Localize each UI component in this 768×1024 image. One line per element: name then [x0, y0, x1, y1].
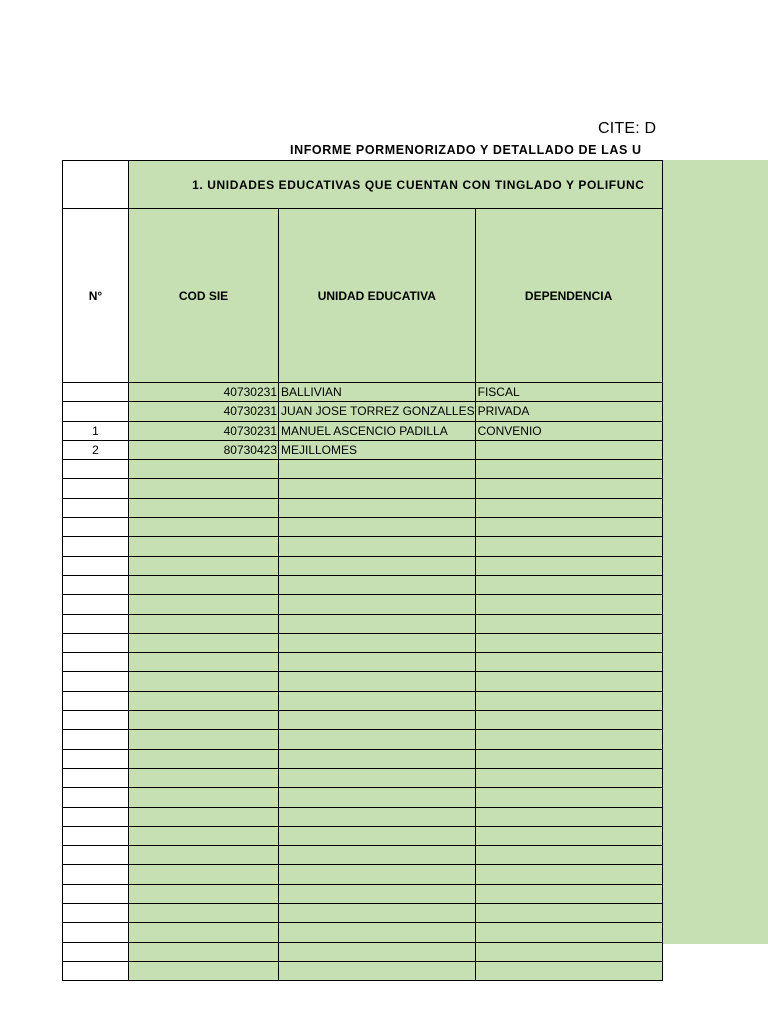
table-row: [63, 672, 663, 691]
cell-dependencia[interactable]: [475, 672, 662, 691]
cell-numero[interactable]: [63, 537, 129, 556]
cell-dependencia[interactable]: [475, 460, 662, 479]
cell-cod-sie[interactable]: [129, 537, 279, 556]
cell-cod-sie[interactable]: [129, 614, 279, 633]
cell-numero[interactable]: [63, 788, 129, 807]
table-row: [63, 961, 663, 980]
cell-unidad-educativa[interactable]: [279, 479, 476, 498]
cell-dependencia[interactable]: [475, 479, 662, 498]
cell-dependencia[interactable]: [475, 749, 662, 768]
table-row: [63, 498, 663, 517]
cell-numero[interactable]: [63, 614, 129, 633]
cell-unidad-educativa[interactable]: [279, 788, 476, 807]
cell-numero[interactable]: [63, 460, 129, 479]
table-row: [63, 440, 663, 459]
cell-numero[interactable]: [63, 961, 129, 980]
table-row: [63, 575, 663, 594]
cell-cod-sie[interactable]: [129, 826, 279, 845]
cell-unidad-educativa[interactable]: [279, 653, 476, 672]
table-row: [63, 653, 663, 672]
header-fill-extension: [652, 160, 768, 944]
cell-cod-sie[interactable]: [129, 595, 279, 614]
table-row: [63, 556, 663, 575]
header-unidad-educativa[interactable]: UNIDAD EDUCATIVA: [279, 209, 476, 383]
cell-cod-sie[interactable]: [129, 884, 279, 903]
cell-unidad-educativa[interactable]: [279, 633, 476, 652]
cell-dependencia[interactable]: CONVENIO: [475, 421, 662, 440]
cell-numero[interactable]: [63, 923, 129, 942]
cell-dependencia[interactable]: [475, 691, 662, 710]
cell-cod-sie[interactable]: [129, 768, 279, 787]
cell-numero[interactable]: [63, 633, 129, 652]
cell-numero[interactable]: [63, 826, 129, 845]
cell-unidad-educativa[interactable]: [279, 961, 476, 980]
cell-cod-sie[interactable]: [129, 672, 279, 691]
cell-cod-sie[interactable]: [129, 556, 279, 575]
cell-unidad-educativa[interactable]: [279, 498, 476, 517]
cell-unidad-educativa[interactable]: [279, 595, 476, 614]
table-row: [63, 730, 663, 749]
cell-unidad-educativa[interactable]: MANUEL ASCENCIO PADILLA: [279, 421, 476, 440]
cell-dependencia[interactable]: [475, 768, 662, 787]
cell-unidad-educativa[interactable]: JUAN JOSE TORREZ GONZALLES: [279, 402, 476, 421]
cell-cod-sie[interactable]: [129, 479, 279, 498]
cell-dependencia[interactable]: [475, 961, 662, 980]
cell-numero[interactable]: [63, 807, 129, 826]
table-row: [63, 826, 663, 845]
column-header-row: [63, 209, 663, 383]
cell-cod-sie[interactable]: [129, 691, 279, 710]
cell-unidad-educativa[interactable]: [279, 749, 476, 768]
cell-unidad-educativa[interactable]: [279, 614, 476, 633]
cell-numero[interactable]: [63, 749, 129, 768]
table-row: [63, 865, 663, 884]
cell-dependencia[interactable]: [475, 730, 662, 749]
cell-cod-sie[interactable]: [129, 788, 279, 807]
header-dependencia[interactable]: DEPENDENCIA: [475, 209, 662, 383]
table-row: [63, 595, 663, 614]
cell-unidad-educativa[interactable]: BALLIVIAN: [279, 383, 476, 402]
cell-cod-sie[interactable]: [129, 865, 279, 884]
table-row: [63, 421, 663, 440]
cell-cod-sie[interactable]: [129, 904, 279, 923]
cell-unidad-educativa[interactable]: [279, 865, 476, 884]
cell-unidad-educativa[interactable]: [279, 537, 476, 556]
report-subtitle: INFORME PORMENORIZADO Y DETALLADO DE LAS U: [290, 143, 642, 157]
cell-dependencia[interactable]: [475, 595, 662, 614]
table-row: [63, 479, 663, 498]
cell-cod-sie[interactable]: [129, 498, 279, 517]
cell-cod-sie[interactable]: [129, 460, 279, 479]
cell-dependencia[interactable]: [475, 537, 662, 556]
cell-numero[interactable]: 1: [63, 421, 129, 440]
cell-cod-sie[interactable]: [129, 923, 279, 942]
cell-dependencia[interactable]: [475, 942, 662, 961]
cell-unidad-educativa[interactable]: [279, 691, 476, 710]
table-row: [63, 768, 663, 787]
cell-unidad-educativa[interactable]: [279, 711, 476, 730]
cell-numero[interactable]: [63, 518, 129, 537]
table-row: [63, 749, 663, 768]
table-row: [63, 537, 663, 556]
table-row: [63, 884, 663, 903]
cell-dependencia[interactable]: [475, 614, 662, 633]
section-title[interactable]: 1. UNIDADES EDUCATIVAS QUE CUENTAN CON TINGLADO Y POLIFUNC: [129, 161, 663, 209]
cell-numero[interactable]: [63, 479, 129, 498]
cell-numero[interactable]: [63, 942, 129, 961]
cell-numero[interactable]: [63, 575, 129, 594]
cell-dependencia[interactable]: [475, 440, 662, 459]
cell-numero[interactable]: [63, 691, 129, 710]
cell-dependencia[interactable]: [475, 518, 662, 537]
cell-unidad-educativa[interactable]: [279, 923, 476, 942]
cell-cod-sie[interactable]: [129, 807, 279, 826]
cell-dependencia[interactable]: [475, 846, 662, 865]
cell-unidad-educativa[interactable]: [279, 768, 476, 787]
cell-numero[interactable]: [63, 653, 129, 672]
cell-dependencia[interactable]: [475, 865, 662, 884]
table-row: [63, 807, 663, 826]
table-row: [63, 846, 663, 865]
table-row: [63, 402, 663, 421]
cell-cod-sie[interactable]: 40730231: [129, 402, 279, 421]
cell-numero[interactable]: [63, 383, 129, 402]
cell-dependencia[interactable]: [475, 633, 662, 652]
cell-dependencia[interactable]: [475, 826, 662, 845]
cell-dependencia[interactable]: [475, 556, 662, 575]
schools-table: [62, 160, 663, 981]
cell-cod-sie[interactable]: [129, 730, 279, 749]
cell-dependencia[interactable]: [475, 788, 662, 807]
cell-numero[interactable]: [63, 768, 129, 787]
cell-cod-sie[interactable]: [129, 653, 279, 672]
table-row: [63, 923, 663, 942]
cell-unidad-educativa[interactable]: [279, 672, 476, 691]
cell-unidad-educativa[interactable]: [279, 575, 476, 594]
cell-cod-sie[interactable]: [129, 575, 279, 594]
cell-numero[interactable]: [63, 498, 129, 517]
header-cod-sie[interactable]: COD SIE: [129, 209, 279, 383]
cell-numero[interactable]: [63, 730, 129, 749]
table-row: [63, 788, 663, 807]
cell-unidad-educativa[interactable]: [279, 904, 476, 923]
cite-reference: CITE: D: [598, 120, 657, 137]
section-title-row: [63, 161, 663, 209]
cell-numero[interactable]: [63, 865, 129, 884]
cell-dependencia[interactable]: [475, 653, 662, 672]
cell-cod-sie[interactable]: 40730231: [129, 421, 279, 440]
cell-numero[interactable]: [63, 672, 129, 691]
cell-cod-sie[interactable]: [129, 942, 279, 961]
header-numero[interactable]: N°: [63, 209, 129, 383]
table-row: [63, 633, 663, 652]
table-row: [63, 904, 663, 923]
cell-unidad-educativa[interactable]: MEJILLOMES: [279, 440, 476, 459]
cell-dependencia[interactable]: [475, 884, 662, 903]
table-row: [63, 460, 663, 479]
cell-unidad-educativa[interactable]: [279, 884, 476, 903]
title-corner-cell[interactable]: [63, 161, 129, 209]
cell-cod-sie[interactable]: 40730231: [129, 383, 279, 402]
table-row: [63, 691, 663, 710]
cell-numero[interactable]: [63, 904, 129, 923]
cell-cod-sie[interactable]: [129, 961, 279, 980]
cell-dependencia[interactable]: FISCAL: [475, 383, 662, 402]
cell-unidad-educativa[interactable]: [279, 518, 476, 537]
cell-cod-sie[interactable]: [129, 633, 279, 652]
cell-dependencia[interactable]: [475, 575, 662, 594]
cell-cod-sie[interactable]: [129, 846, 279, 865]
cell-numero[interactable]: [63, 884, 129, 903]
cell-unidad-educativa[interactable]: [279, 460, 476, 479]
cell-dependencia[interactable]: [475, 498, 662, 517]
cell-dependencia[interactable]: [475, 923, 662, 942]
cell-numero[interactable]: [63, 402, 129, 421]
table-row: [63, 383, 663, 402]
cell-cod-sie[interactable]: 80730423: [129, 440, 279, 459]
table-row: [63, 711, 663, 730]
table-row: [63, 518, 663, 537]
table-row: [63, 614, 663, 633]
cell-dependencia[interactable]: [475, 904, 662, 923]
cell-unidad-educativa[interactable]: [279, 942, 476, 961]
cell-unidad-educativa[interactable]: [279, 556, 476, 575]
table-row: [63, 942, 663, 961]
cell-dependencia[interactable]: [475, 711, 662, 730]
cell-cod-sie[interactable]: [129, 749, 279, 768]
cell-cod-sie[interactable]: [129, 711, 279, 730]
cell-unidad-educativa[interactable]: [279, 730, 476, 749]
cell-numero[interactable]: [63, 846, 129, 865]
cell-dependencia[interactable]: PRIVADA: [475, 402, 662, 421]
cell-numero[interactable]: [63, 595, 129, 614]
cell-numero[interactable]: [63, 556, 129, 575]
cell-cod-sie[interactable]: [129, 518, 279, 537]
cell-unidad-educativa[interactable]: [279, 846, 476, 865]
cell-numero[interactable]: 2: [63, 440, 129, 459]
cell-numero[interactable]: [63, 711, 129, 730]
cell-unidad-educativa[interactable]: [279, 826, 476, 845]
cell-unidad-educativa[interactable]: [279, 807, 476, 826]
cell-dependencia[interactable]: [475, 807, 662, 826]
